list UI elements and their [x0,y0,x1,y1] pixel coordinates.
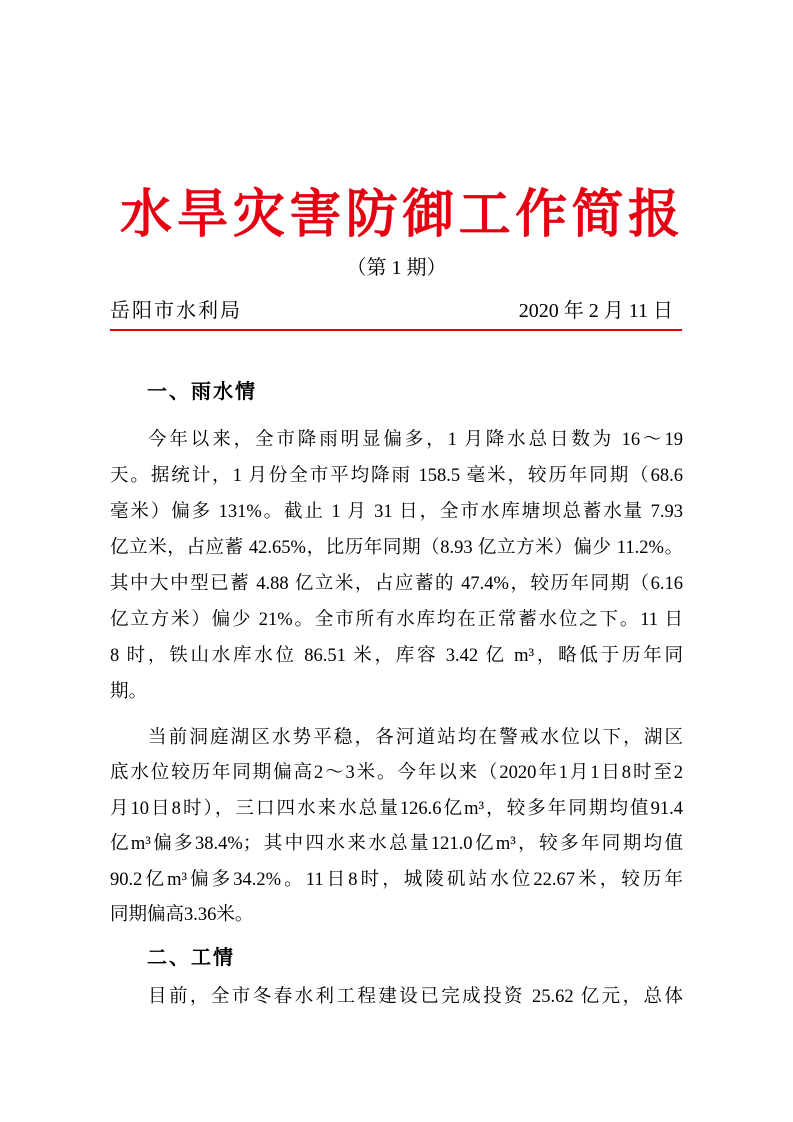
document-title: 水旱灾害防御工作简报 [120,184,680,245]
paragraph-line: 亿立米，占应蓄 42.65%，比历年同期（8.93 亿立方米）偏少 11.2%。 [110,538,683,558]
paragraph-line: 期。 [110,682,148,702]
issue-number: （第 1 期） [346,257,447,279]
paragraph-line: 今年以来，全市降雨明显偏多，1 月降水总日数为 16～19 [148,430,683,450]
paragraph-line: 同期偏高3.36米。 [110,905,254,925]
paragraph-line: 当前洞庭湖区水势平稳，各河道站均在警戒水位以下，湖区 [148,728,683,748]
section-heading: 二、工情 [147,945,235,969]
header-red-rule [110,329,682,331]
paragraph-line: 天。据统计，1 月份全市平均降雨 158.5 毫米，较历年同期（68.6 [110,466,683,486]
section-heading: 一、雨水情 [147,379,257,403]
paragraph-line: 月10日8时），三口四水来水总量126.6亿m³，较多年同期均值91.4 [110,799,683,819]
paragraph-line: 亿立方米）偏少 21%。全市所有水库均在正常蓄水位之下。11 日 [110,610,683,630]
paragraph-line: 毫米）偏多 131%。截止 1 月 31 日，全市水库塘坝总蓄水量 7.93 [110,502,683,522]
issuer-name: 岳阳市水利局 [110,300,242,322]
paragraph-line: 90.2亿m³偏多34.2%。11日8时，城陵矶站水位22.67米，较历年 [110,870,683,890]
paragraph-line: 目前，全市冬春水利工程建设已完成投资 25.62 亿元，总体 [148,987,683,1007]
paragraph-line: 其中大中型已蓄 4.88 亿立米，占应蓄的 47.4%，较历年同期（6.16 [110,574,683,594]
paragraph-line: 亿m³偏多38.4%；其中四水来水总量121.0亿m³，较多年同期均值 [110,834,683,854]
issue-date: 2020 年 2 月 11 日 [518,300,673,322]
paragraph-line: 8 时，铁山水库水位 86.51 米，库容 3.42 亿 m³，略低于历年同 [110,646,683,666]
paragraph-line: 底水位较历年同期偏高2～3米。今年以来（2020年1月1日8时至2 [110,763,683,783]
